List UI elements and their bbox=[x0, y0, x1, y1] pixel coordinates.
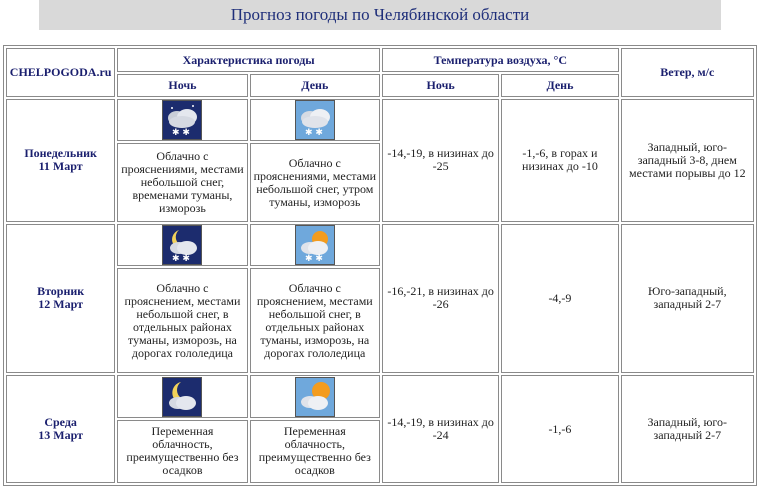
temp-night: -16,-21, в низинах до -26 bbox=[382, 224, 499, 373]
day-label-tuesday bbox=[6, 224, 115, 373]
date: 13 Март bbox=[38, 428, 84, 443]
site-name: CHELPOGODA.ru bbox=[6, 48, 115, 97]
date: 12 Март bbox=[38, 297, 84, 312]
night-moon-cloud-icon bbox=[162, 377, 202, 417]
day-sun-cloud-icon bbox=[295, 377, 335, 417]
day-description: Облачно с прояснениями, местами небольшой снег, утром туманы, изморозь bbox=[250, 143, 380, 221]
temp-day: -1,-6, в горах и низинах до -10 bbox=[501, 99, 618, 222]
temp-night: -14,-19, в низинах до -25 bbox=[382, 99, 499, 222]
night-description: Облачно с прояснением, местами небольшой снег, в отдельных районах туманы, изморозь, на дорогах гололедица bbox=[117, 268, 247, 373]
header-wind: Ветер, м/с bbox=[621, 48, 754, 97]
night-icon-cell bbox=[117, 99, 247, 142]
night-icon-cell bbox=[117, 224, 247, 267]
day-label-wednesday bbox=[6, 375, 115, 483]
day-description: Переменная облачность, преимущественно без осадков bbox=[250, 420, 380, 483]
day-description: Облачно с прояснением, местами небольшой снег, в отдельных районах туманы, изморозь, на дорогах гололедица bbox=[250, 268, 380, 373]
header-temp-night: Ночь bbox=[382, 74, 499, 96]
header-temp-day: День bbox=[501, 74, 618, 96]
day-label-monday bbox=[6, 99, 115, 222]
day-icon-cell bbox=[250, 375, 380, 418]
svg-text:✱ ✱: ✱ ✱ bbox=[304, 254, 323, 265]
night-description: Облачно с прояснениями, местами небольшой снег, временами туманы, изморозь bbox=[117, 143, 247, 221]
temp-day: -1,-6 bbox=[501, 375, 618, 483]
page-title: Прогноз погоды по Челябинской области bbox=[39, 0, 721, 30]
weekday: Понедельник bbox=[24, 146, 97, 161]
temp-night: -14,-19, в низинах до -24 bbox=[382, 375, 499, 483]
svg-text:✱ ✱: ✱ ✱ bbox=[172, 254, 191, 265]
day-cloudy-snow-icon bbox=[295, 100, 335, 140]
wind: Западный, юго-западный 2-7 bbox=[621, 375, 754, 483]
night-description: Переменная облачность, преимущественно без осадков bbox=[117, 420, 247, 483]
weekday: Вторник bbox=[37, 284, 85, 299]
wind: Юго-западный, западный 2-7 bbox=[621, 224, 754, 373]
day-icon-cell bbox=[250, 99, 380, 142]
svg-text:✱ ✱: ✱ ✱ bbox=[304, 128, 323, 139]
day-sun-cloud-snow-icon bbox=[295, 225, 335, 265]
date: 11 Март bbox=[38, 159, 83, 174]
weekday: Среда bbox=[44, 415, 77, 430]
night-icon-cell bbox=[117, 375, 247, 418]
night-moon-cloud-snow-icon bbox=[162, 225, 202, 265]
day-icon-cell bbox=[250, 224, 380, 267]
header-temperature: Температура воздуха, °С bbox=[382, 48, 619, 72]
header-weather-day: День bbox=[250, 74, 380, 96]
header-weather-night: Ночь bbox=[117, 74, 247, 96]
temp-day: -4,-9 bbox=[501, 224, 618, 373]
header-weather: Характеристика погоды bbox=[117, 48, 380, 72]
svg-text:✱ ✱: ✱ ✱ bbox=[172, 128, 191, 139]
night-cloudy-snow-icon bbox=[162, 100, 202, 140]
wind: Западный, юго-западный 3-8, днем местами порывы до 12 bbox=[621, 99, 754, 222]
forecast-table bbox=[3, 45, 757, 486]
